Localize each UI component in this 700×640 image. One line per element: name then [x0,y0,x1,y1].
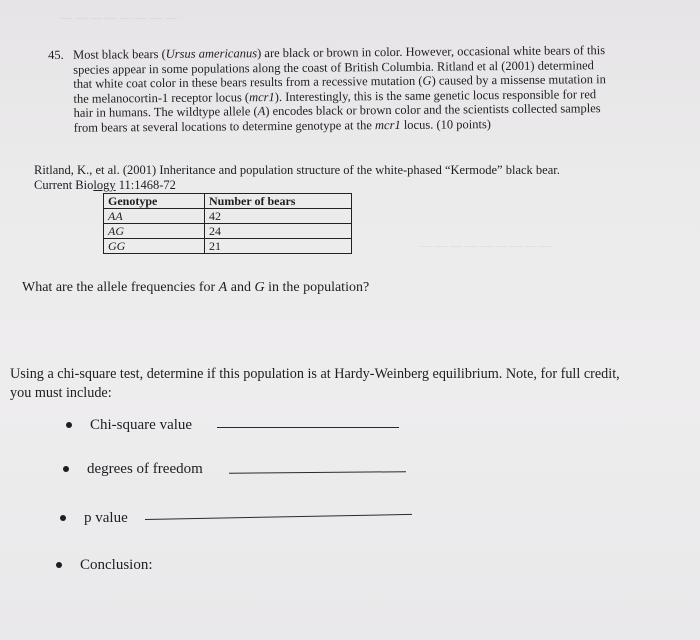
table-row [104,209,352,224]
citation-line-2: Current Biology 11:1468-72 [34,177,176,192]
question-line: species appear in some populations along the coast of British Columbia. Ritland et al (2001) determined [73,57,594,77]
question-text [73,43,679,136]
question-line: that white coat color in these bears results from a recessive mutation (G) caused by a missense mutation in [73,72,606,91]
table-row [104,239,352,254]
bullet-label: Conclusion: [80,557,153,573]
bullet-dot-icon [56,562,62,568]
chi-square-prompt-line: Using a chi-square test, determine if this population is at Hardy-Weinberg equilibrium. Note, for full credit, [10,366,620,382]
p-value-answer-line[interactable] [145,514,412,520]
bullet-label: p value [84,510,128,526]
count-header: Number of bears [205,194,352,209]
genotype-header: Genotype [104,194,205,209]
bullet-label: Chi-square value [90,417,193,433]
bleed-through-text: — — — — — — — — [60,10,177,24]
bullet-label: degrees of freedom [87,461,203,477]
question-line: the melanocortin-1 receptor locus (mcr1). Interestingly, this is the same genetic locus responsible for red [73,87,597,106]
count-cell: 24 [205,224,352,239]
question-line: hair in humans. The wildtype allele (A) encodes black or brown color and the scientists collected samples [73,101,601,121]
chi-square-answer-line[interactable] [217,427,399,428]
count-cell: 21 [205,239,352,254]
bleed-through-text: — — — — — — — — — [420,238,552,252]
question-number: 45. [48,47,64,62]
citation [34,163,674,192]
genotype-cell: AG [104,224,205,239]
genotype-cell: GG [104,239,205,254]
table-row [104,224,352,239]
bullet-dot-icon [60,515,66,521]
chi-square-prompt-line: you must include: [10,385,112,401]
question-block [48,43,679,136]
question-line: from bears at several locations to determine genotype at the mcr1 locus. (10 points) [73,117,492,135]
bullet-dot-icon [63,466,69,472]
question-line: Most black bears (Ursus americanus) are black or brown in color. However, occasional white bears of this [72,43,606,62]
genotype-table [103,193,352,254]
degrees-of-freedom-answer-line[interactable] [229,471,406,474]
citation-line-1: Ritland, K., et al. (2001) Inheritance and population structure of the white-phased “Kermode” black bear. [34,163,560,177]
bullet-dot-icon [66,422,72,428]
allele-frequency-prompt: What are the allele frequencies for A and G in the population? [22,280,370,295]
genotype-cell: AA [104,209,205,224]
table-header-row [104,194,352,209]
chi-square-prompt [10,365,700,403]
count-cell: 42 [205,209,352,224]
